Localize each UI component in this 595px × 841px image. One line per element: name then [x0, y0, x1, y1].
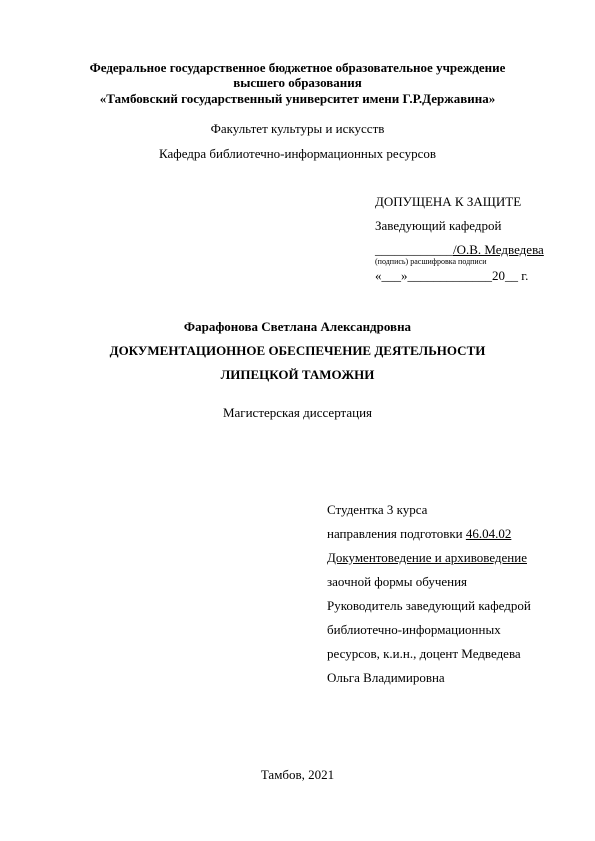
institution-education-level: высшего образования [233, 75, 362, 90]
direction-prefix: направления подготовки [327, 526, 466, 541]
supervisor-line2: библиотечно-информационных [327, 622, 501, 637]
city-year: Тамбов, 2021 [260, 767, 335, 782]
work-type: Магистерская диссертация [222, 405, 373, 420]
faculty-name: Факультет культуры и искусств [210, 121, 385, 136]
approval-signature-line [375, 243, 544, 256]
thesis-title-line2: ЛИПЕЦКОЙ ТАМОЖНИ [220, 367, 375, 382]
approval-date-line: «___»_____________20__ г. [375, 268, 529, 283]
direction-code: 46.04.02 [465, 526, 512, 541]
thesis-title-line1: ДОКУМЕНТАЦИОННОЕ ОБЕСПЕЧЕНИЕ ДЕЯТЕЛЬНОСТИ [109, 343, 486, 358]
supervisor-line1: Руководитель заведующий кафедрой [327, 598, 531, 613]
supervisor-line3: ресурсов, к.и.н., доцент Медведева [327, 646, 521, 661]
signature-name: /О.В. Медведева [453, 242, 544, 257]
approval-title: ДОПУЩЕНА К ЗАЩИТЕ [375, 194, 522, 209]
student-course: Студентка 3 курса [327, 502, 428, 517]
university-name: «Тамбовский государственный университет имени Г.Р.Державина» [99, 91, 496, 106]
institution-type: Федеральное государственное бюджетное образовательное учреждение [89, 60, 506, 75]
signature-blank: ____________ [375, 242, 453, 257]
supervisor-line4: Ольга Владимировна [327, 670, 445, 685]
approval-role: Заведующий кафедрой [375, 218, 502, 233]
student-study-form: заочной формы обучения [327, 574, 468, 589]
student-specialty: Документоведение и архивоведение [327, 550, 527, 565]
student-direction [327, 527, 511, 540]
signature-caption: (подпись) расшифровка подписи [375, 257, 487, 266]
author-name: Фарафонова Светлана Александровна [183, 319, 412, 334]
department-name: Кафедра библиотечно-информационных ресурсов [159, 146, 436, 161]
